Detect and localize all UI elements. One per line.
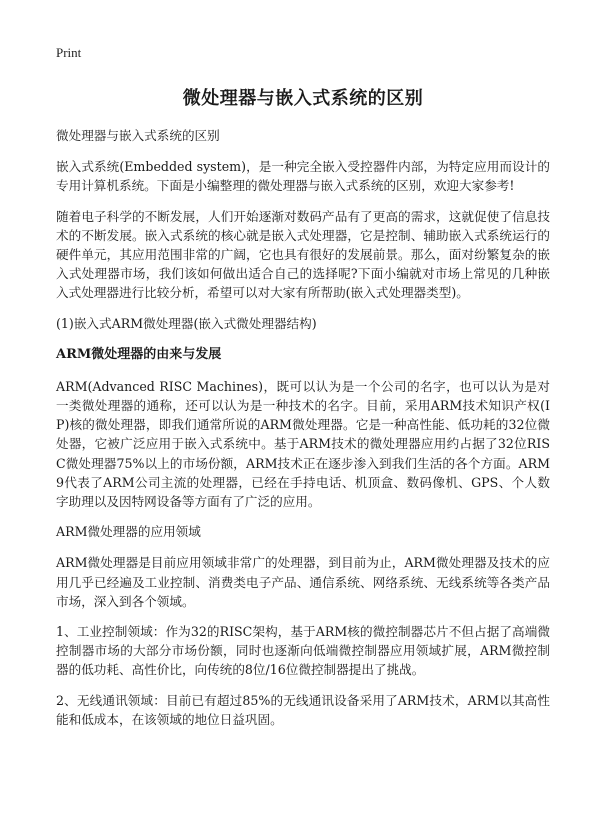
wireless-comm-item: 2、无线通讯领域：目前已有超过85%的无线通讯设备采用了ARM技术，ARM以其高性能和低成本，在该领域的地位日益巩固。 xyxy=(56,692,550,727)
document-title: 微处理器与嵌入式系统的区别 xyxy=(182,88,424,109)
arm-application-heading: ARM微处理器的应用领域 xyxy=(56,524,201,540)
industrial-control-item: 1、工业控制领域：作为32的RISC架构，基于ARM核的微控制器芯片不但占据了高端微控制器市场的大部分市场份额，同时也逐渐向低端微控制器应用领域扩展，ARM微控制器的低功耗、高性价比，向传统的8位/16位微控制器提出了挑战。 xyxy=(56,624,550,678)
section-label-arm: (1)嵌入式ARM微处理器(嵌入式微处理器结构) xyxy=(56,315,317,331)
arm-origin-heading: ARM微处理器的由来与发展 xyxy=(56,346,222,362)
background-paragraph: 随着电子科学的不断发展，人们开始逐渐对数码产品有了更高的需求，这就促使了信息技术的不断发展。嵌入式系统的核心就是嵌入式处理器，它是控制、辅助嵌入式系统运行的硬件单元，其应用范围非常的广阔，它也具有很好的发展前景。那么，面对纷繁复杂的嵌入式处理器市场，我们该如何做出适合自己的选择呢?下面小编就对市场上常见的几种嵌入式处理器进行比较分析，希望可以对大家有所帮助(嵌入式处理器类型)。 xyxy=(56,208,550,301)
document-subtitle: 微处理器与嵌入式系统的区别 xyxy=(56,128,220,143)
arm-origin-paragraph: ARM(Advanced RISC Machines)，既可以认为是一个公司的名字，也可以认为是对一类微处理器的通称，还可以认为是一种技术的名字。目前，采用ARM技术知识产权(IP)核的微处理器，即我们通常所说的ARM微处理器。它是一种高性能、低功耗的32位微处器，它被广泛应用于嵌入式系统中。基于ARM技术的微处理器应用约占据了32位RISC微处理器75%以上的市场份额，ARM技术正在逐步渗入到我们生活的各个方面。ARM9代表了ARM公司主流的处理器，已经在手持电话、机顶盒、数码像机、GPS、个人数字助理以及因特网设备等方面有了广泛的应用。 xyxy=(56,378,550,510)
intro-paragraph: 嵌入式系统(Embedded system)，是一种完全嵌入受控器件内部，为特定应用而设计的专用计算机系统。下面是小编整理的微处理器与嵌入式系统的区别，欢迎大家参考! xyxy=(56,159,550,194)
arm-application-paragraph: ARM微处理器是目前应用领域非常广的处理器，到目前为止，ARM微处理器及技术的应用几乎已经遍及工业控制、消费类电子产品、通信系统、网络系统、无线系统等各类产品市场，深入到各个领域。 xyxy=(56,555,550,609)
document-page xyxy=(56,44,550,740)
print-link[interactable]: Print xyxy=(56,45,82,60)
